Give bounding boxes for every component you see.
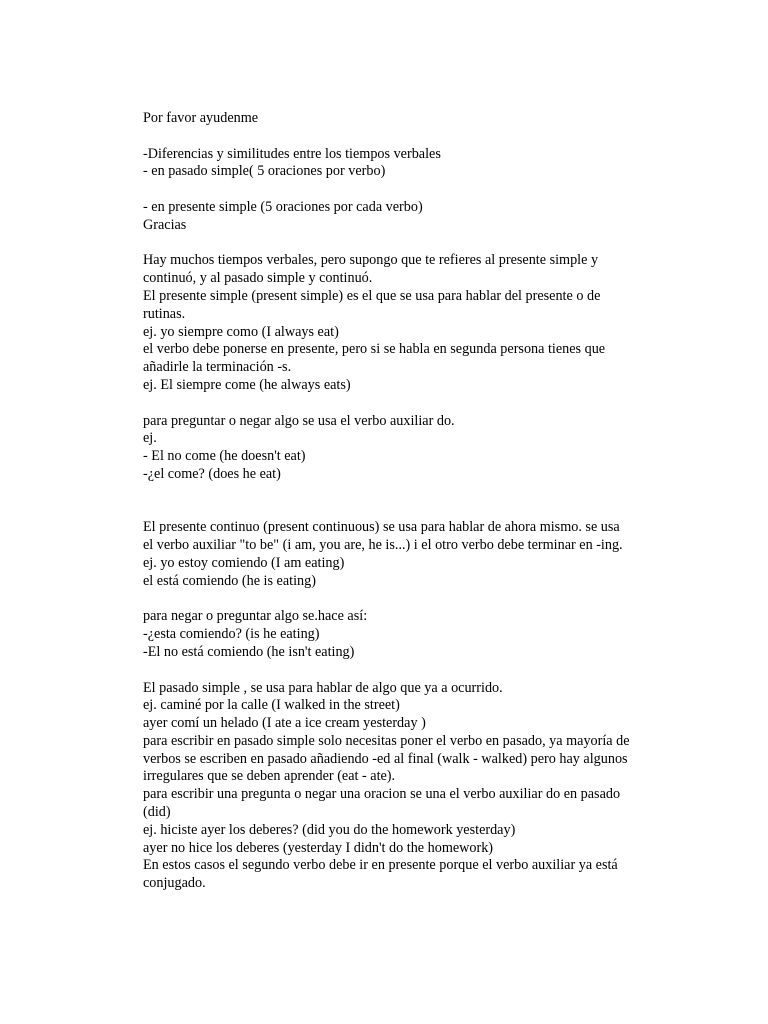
blank-line — [143, 484, 643, 520]
text-line: continuó, y al pasado simple y continuó. — [143, 270, 373, 287]
text-line: ej. yo siempre como (I always eat) — [143, 323, 339, 340]
text-line: verbos se escriben en pasado añadiendo -ed al final (walk - walked) pero hay algunos — [143, 750, 628, 767]
text-line: ej. — [143, 430, 157, 447]
text-line: ej. caminé por la calle (I walked in the street) — [143, 697, 400, 714]
text-line: para escribir una pregunta o negar una oracion se una el verbo auxiliar do en pasado — [143, 786, 621, 803]
text-line: -Diferencias y similitudes entre los tiempos verbales — [143, 145, 441, 162]
text-line: ej. El siempre come (he always eats) — [143, 376, 351, 393]
text-line: ej. hiciste ayer los deberes? (did you do the homework yesterday) — [143, 821, 516, 838]
text-line: para escribir en pasado simple solo necesitas poner el verbo en pasado, ya mayoría de — [143, 732, 630, 749]
blank-line — [143, 591, 643, 609]
blank-line — [143, 235, 643, 253]
text-line: Gracias — [143, 216, 187, 233]
blank-line — [143, 128, 643, 146]
text-line: el está comiendo (he is eating) — [143, 572, 316, 589]
text-line: añadirle la terminación -s. — [143, 359, 292, 376]
text-line: conjugado. — [143, 875, 206, 892]
text-line: (did) — [143, 804, 171, 821]
text-line: rutinas. — [143, 305, 186, 322]
text-line: -El no está comiendo (he isn't eating) — [143, 643, 355, 660]
text-line: ayer comí un helado (I ate a ice cream yesterday ) — [143, 715, 426, 732]
text-line: En estos casos el segundo verbo debe ir en presente porque el verbo auxiliar ya está — [143, 857, 618, 874]
text-line: ej. yo estoy comiendo (I am eating) — [143, 554, 345, 571]
text-line: - en pasado simple( 5 oraciones por verbo) — [143, 163, 386, 180]
text-line: para preguntar o negar algo se usa el verbo auxiliar do. — [143, 412, 455, 429]
text-line: -¿esta comiendo? (is he eating) — [143, 626, 320, 643]
blank-line — [143, 395, 643, 413]
text-line: - en presente simple (5 oraciones por cada verbo) — [143, 198, 423, 215]
blank-line — [143, 662, 643, 680]
text-line: Por favor ayudenme — [143, 110, 259, 126]
text-line: - El no come (he doesn't eat) — [143, 448, 306, 465]
text-line: el verbo auxiliar "to be" (i am, you are, he is...) i el otro verbo debe terminar en -ing. — [143, 537, 623, 554]
text-line: ayer no hice los deberes (yesterday I didn't do the homework) — [143, 839, 494, 856]
text-line: -¿el come? (does he eat) — [143, 465, 281, 482]
text-line: irregulares que se deben aprender (eat - ate). — [143, 768, 396, 785]
text-line: Hay muchos tiempos verbales, pero supongo que te refieres al presente simple y — [143, 252, 599, 269]
text-line: para negar o preguntar algo se.hace así: — [143, 608, 368, 625]
text-line: El pasado simple , se usa para hablar de algo que ya a ocurrido. — [143, 679, 503, 696]
text-line: El presente simple (present simple) es el que se usa para hablar del presente o de — [143, 287, 601, 304]
blank-line — [143, 181, 643, 199]
text-line: El presente continuo (present continuous) se usa para hablar de ahora mismo. se usa — [143, 519, 620, 536]
document-body — [143, 110, 643, 893]
text-line: el verbo debe ponerse en presente, pero si se habla en segunda persona tienes que — [143, 341, 606, 358]
